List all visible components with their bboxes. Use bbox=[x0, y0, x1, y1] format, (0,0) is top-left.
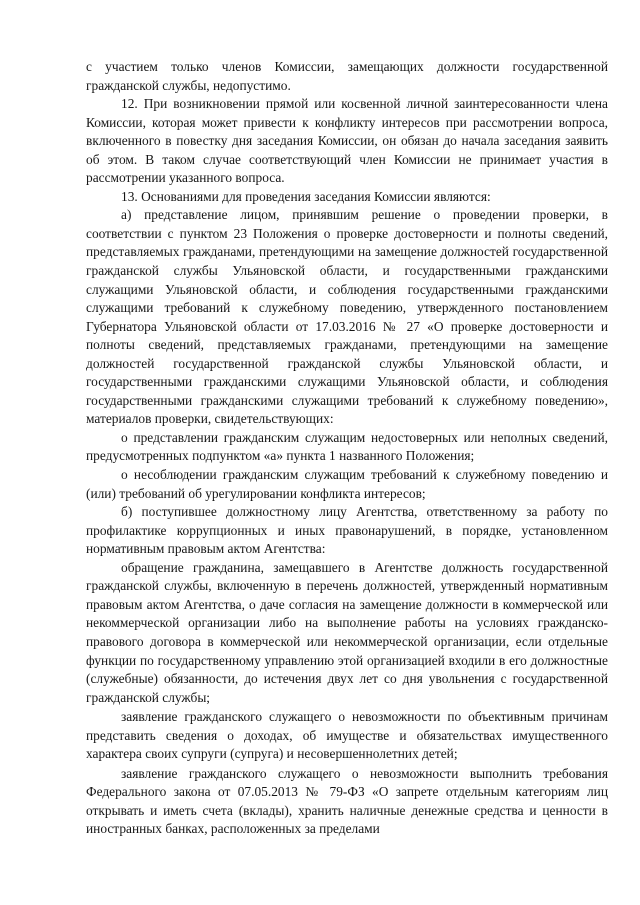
paragraph-13-b: б) поступившее должностному лицу Агентства, ответственному за работу по профилактике коррупционных и иных правонарушений, в порядке, установленном нормативным правовым актом Агентства: bbox=[86, 504, 608, 557]
paragraph-13-a: а) представление лицом, принявшим решение о проведении проверки, в соответствии с пунктом 23 Положения о проверке достоверности и полноты сведений, представляемых гражданами, претендующими на замещение должностей государственной гражданской службы Ульяновской области, и государственными гражданскими служащими Ульяновской области, и соблюдения государственными гражданскими служащими требований к служебному поведению, утвержденного постановлением Губернатора Ульяновской области от 17.03.2016 № 27 «О проверке достоверности и полноты сведений, представляемых гражданами, претендующими на замещение должностей государственной гражданской службы Ульяновской области, и государственными гражданскими служащими Ульяновской области, и соблюдения государственными гражданскими служащими требований к служебному поведению», материалов проверки, свидетельствующих: bbox=[86, 207, 608, 427]
paragraph-13-a-item-1: о представлении гражданским служащим недостоверных или неполных сведений, предусмотренных подпунктом «а» пункта 1 названного Положения; bbox=[86, 429, 608, 464]
paragraph-13-b-item-1: обращение гражданина, замещавшего в Агентстве должность государственной гражданской службы, включенную в перечень должностей, утвержденный нормативным правовым актом Агентства, о даче согласия на замещение должности в коммерческой или некоммерческой организации либо на выполнение работы на условиях гражданско-правового договора в коммерческой или некоммерческой организации, если отдельные функции по государственному управлению этой организацией входили в его должностные (служебные) обязанности, до истечения двух лет со дня увольнения с государственной гражданской службы; bbox=[86, 559, 608, 705]
paragraph-13-b-item-2: заявление гражданского служащего о невозможности по объективным причинам представить сведения о доходах, об имуществе и обязательствах имущественного характера своих супруги (супруга) и несовершеннолетних детей; bbox=[86, 709, 608, 762]
paragraph-continuation: с участием только членов Комиссии, замещающих должности государственной гражданской службы, недопустимо. bbox=[86, 59, 608, 93]
paragraph-13-b-item-3: заявление гражданского служащего о невозможности выполнить требования Федерального закона от 07.05.2013 № 79-ФЗ «О запрете отдельным категориям лиц открывать и иметь счета (вклады), хранить наличные денежные средства и ценности в иностранных банках, расположенных за пределами bbox=[86, 765, 608, 837]
paragraph-12: 12. При возникновении прямой или косвенной личной заинтересованности члена Комиссии, которая может привести к конфликту интересов при рассмотрении вопроса, включенного в повестку дня заседания Комиссии, он обязан до начала заседания заявить об этом. В таком случае соответствующий член Комиссии не принимает участия в рассмотрении указанного вопроса. bbox=[86, 96, 608, 186]
paragraph-13-a-item-2: о несоблюдении гражданским служащим требований к служебному поведению и (или) требований об урегулировании конфликта интересов; bbox=[86, 467, 608, 501]
document-page bbox=[86, 58, 608, 839]
paragraph-13: 13. Основаниями для проведения заседания Комиссии являются: bbox=[121, 188, 491, 204]
